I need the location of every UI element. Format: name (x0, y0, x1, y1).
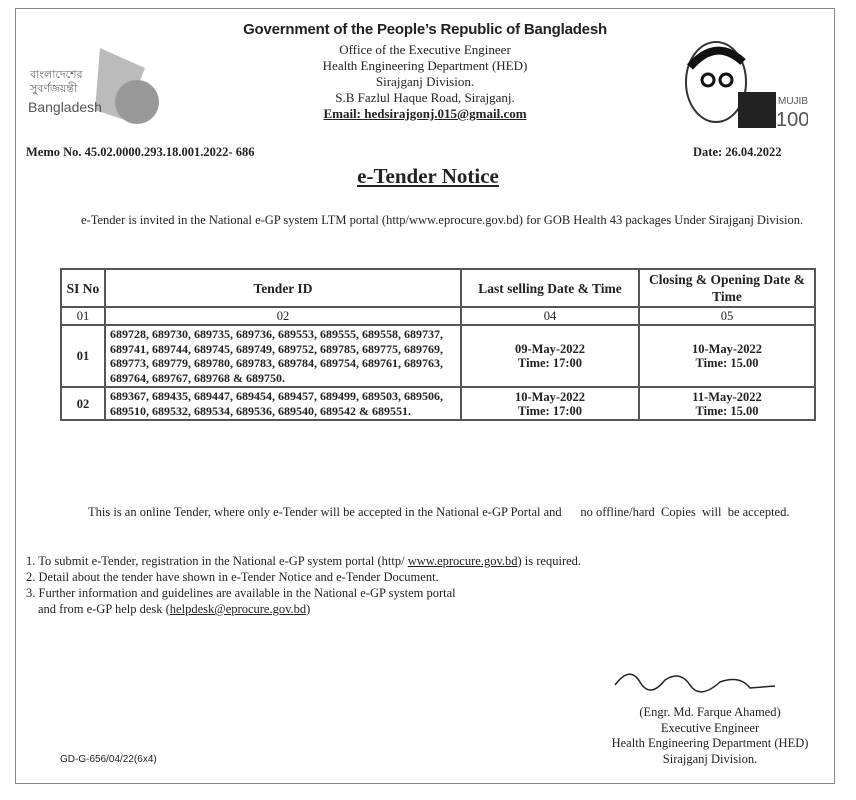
sell-date: 10-May-2022 (514, 389, 586, 404)
table-row (61, 325, 815, 387)
signatory-division: Sirajganj Division. (662, 751, 758, 766)
header-tender-id: Tender ID (105, 269, 461, 307)
note-1 (26, 553, 581, 569)
department-line: Health Engineering Department (HED) (322, 58, 528, 73)
letterhead (200, 22, 650, 122)
sell-time: Time: 17:00 (518, 356, 582, 370)
eprocure-link[interactable]: www.eprocure.gov.bd (407, 554, 518, 568)
table-header-row (61, 269, 815, 307)
signature-block (560, 705, 856, 767)
signatory-title: Executive Engineer (660, 720, 760, 735)
row-tender-ids: 689728, 689730, 689735, 689736, 689553, 689555, 689558, 689737, 689741, 689744, 689745, 689749, 689752, 689785, 689775, 689769, 689773, 689779, 689780, 689783, 689784, 689754, 689761, 689763, 689764, 689767, 689768 & 689750. (105, 325, 461, 387)
note-text: ) is required. (517, 554, 582, 568)
svg-text:100: 100 (776, 109, 808, 131)
col-number: 02 (105, 307, 461, 325)
close-time: Time: 15.00 (695, 356, 759, 370)
notice-date: Date: 26.04.2022 (693, 145, 782, 159)
svg-text:বাংলাদেশের: বাংলাদেশের (30, 68, 83, 81)
header-sl: SI No (61, 269, 105, 307)
memo-number: Memo No. 45.02.0000.293.18.001.2022- 686 (26, 145, 255, 159)
close-time: Time: 15.00 (695, 403, 759, 418)
col-number: 05 (639, 307, 815, 325)
row-sl: 01 (61, 325, 105, 387)
office-line: Office of the Executive Engineer (339, 42, 511, 57)
print-code: GD-G-656/04/22(6x4) (60, 754, 157, 765)
online-paragraph: This is an online Tender, where only e-Tender will be accepted in the National e-GP Portal and no offline/hard Copies will be accepted. (88, 505, 790, 519)
address-line: S.B Fazlul Haque Road, Sirajganj. (335, 90, 515, 105)
helpdesk-link[interactable]: helpdesk@eprocure.gov.bd (169, 602, 307, 616)
division-line: Sirajganj Division. (375, 74, 475, 89)
close-date: 11-May-2022 (692, 389, 762, 404)
note-text: ) (306, 602, 311, 616)
svg-text:MUJIB: MUJIB (778, 96, 808, 107)
note-text: 1. To submit e-Tender, registration in the National e-GP system portal (http/ (26, 554, 408, 568)
mujib-100-logo (668, 32, 808, 132)
note-text: and from e-GP help desk ( (38, 602, 170, 616)
notice-title: e-Tender Notice (357, 164, 499, 188)
government-title: Government of the People’s Republic of Bangladesh (243, 21, 607, 38)
sell-date: 09-May-2022 (514, 342, 586, 356)
col-number: 04 (461, 307, 639, 325)
signatory-department: Health Engineering Department (HED) (611, 736, 809, 750)
row-sl: 02 (61, 387, 105, 420)
header-last-selling: Last selling Date & Time (461, 269, 639, 307)
close-date: 10-May-2022 (691, 342, 763, 356)
signature-image (610, 660, 780, 705)
sell-time: Time: 17:00 (518, 403, 582, 418)
column-number-row (61, 307, 815, 325)
notes-list (26, 553, 581, 617)
table-row (61, 387, 815, 420)
header-closing: Closing & Opening Date & Time (639, 269, 815, 307)
signatory-name: (Engr. Md. Farque Ahamed) (639, 705, 781, 719)
col-number: 01 (61, 307, 105, 325)
tender-table (60, 268, 816, 421)
svg-text:সুবর্ণজয়ন্তী: সুবর্ণজয়ন্তী (30, 82, 78, 95)
svg-text:Bangladesh: Bangladesh (28, 99, 102, 115)
bangladesh-50-logo (25, 40, 165, 130)
email-line: Email: hedsirajgonj.015@gmail.com (323, 106, 527, 121)
note-2: 2. Detail about the tender have shown in e-Tender Notice and e-Tender Document. (26, 570, 439, 584)
intro-paragraph: e-Tender is invited in the National e-GP system LTM portal (http/www.eprocure.gov.bd) for GOB Health 43 packages Under Sirajganj Division. (81, 213, 804, 227)
note-3-cont (26, 601, 581, 617)
note-3: 3. Further information and guidelines are available in the National e-GP system portal (26, 586, 456, 600)
row-tender-ids: 689367, 689435, 689447, 689454, 689457, 689499, 689503, 689506, 689510, 689532, 689534, 689536, 689540, 689542 & 689551. (105, 387, 461, 420)
